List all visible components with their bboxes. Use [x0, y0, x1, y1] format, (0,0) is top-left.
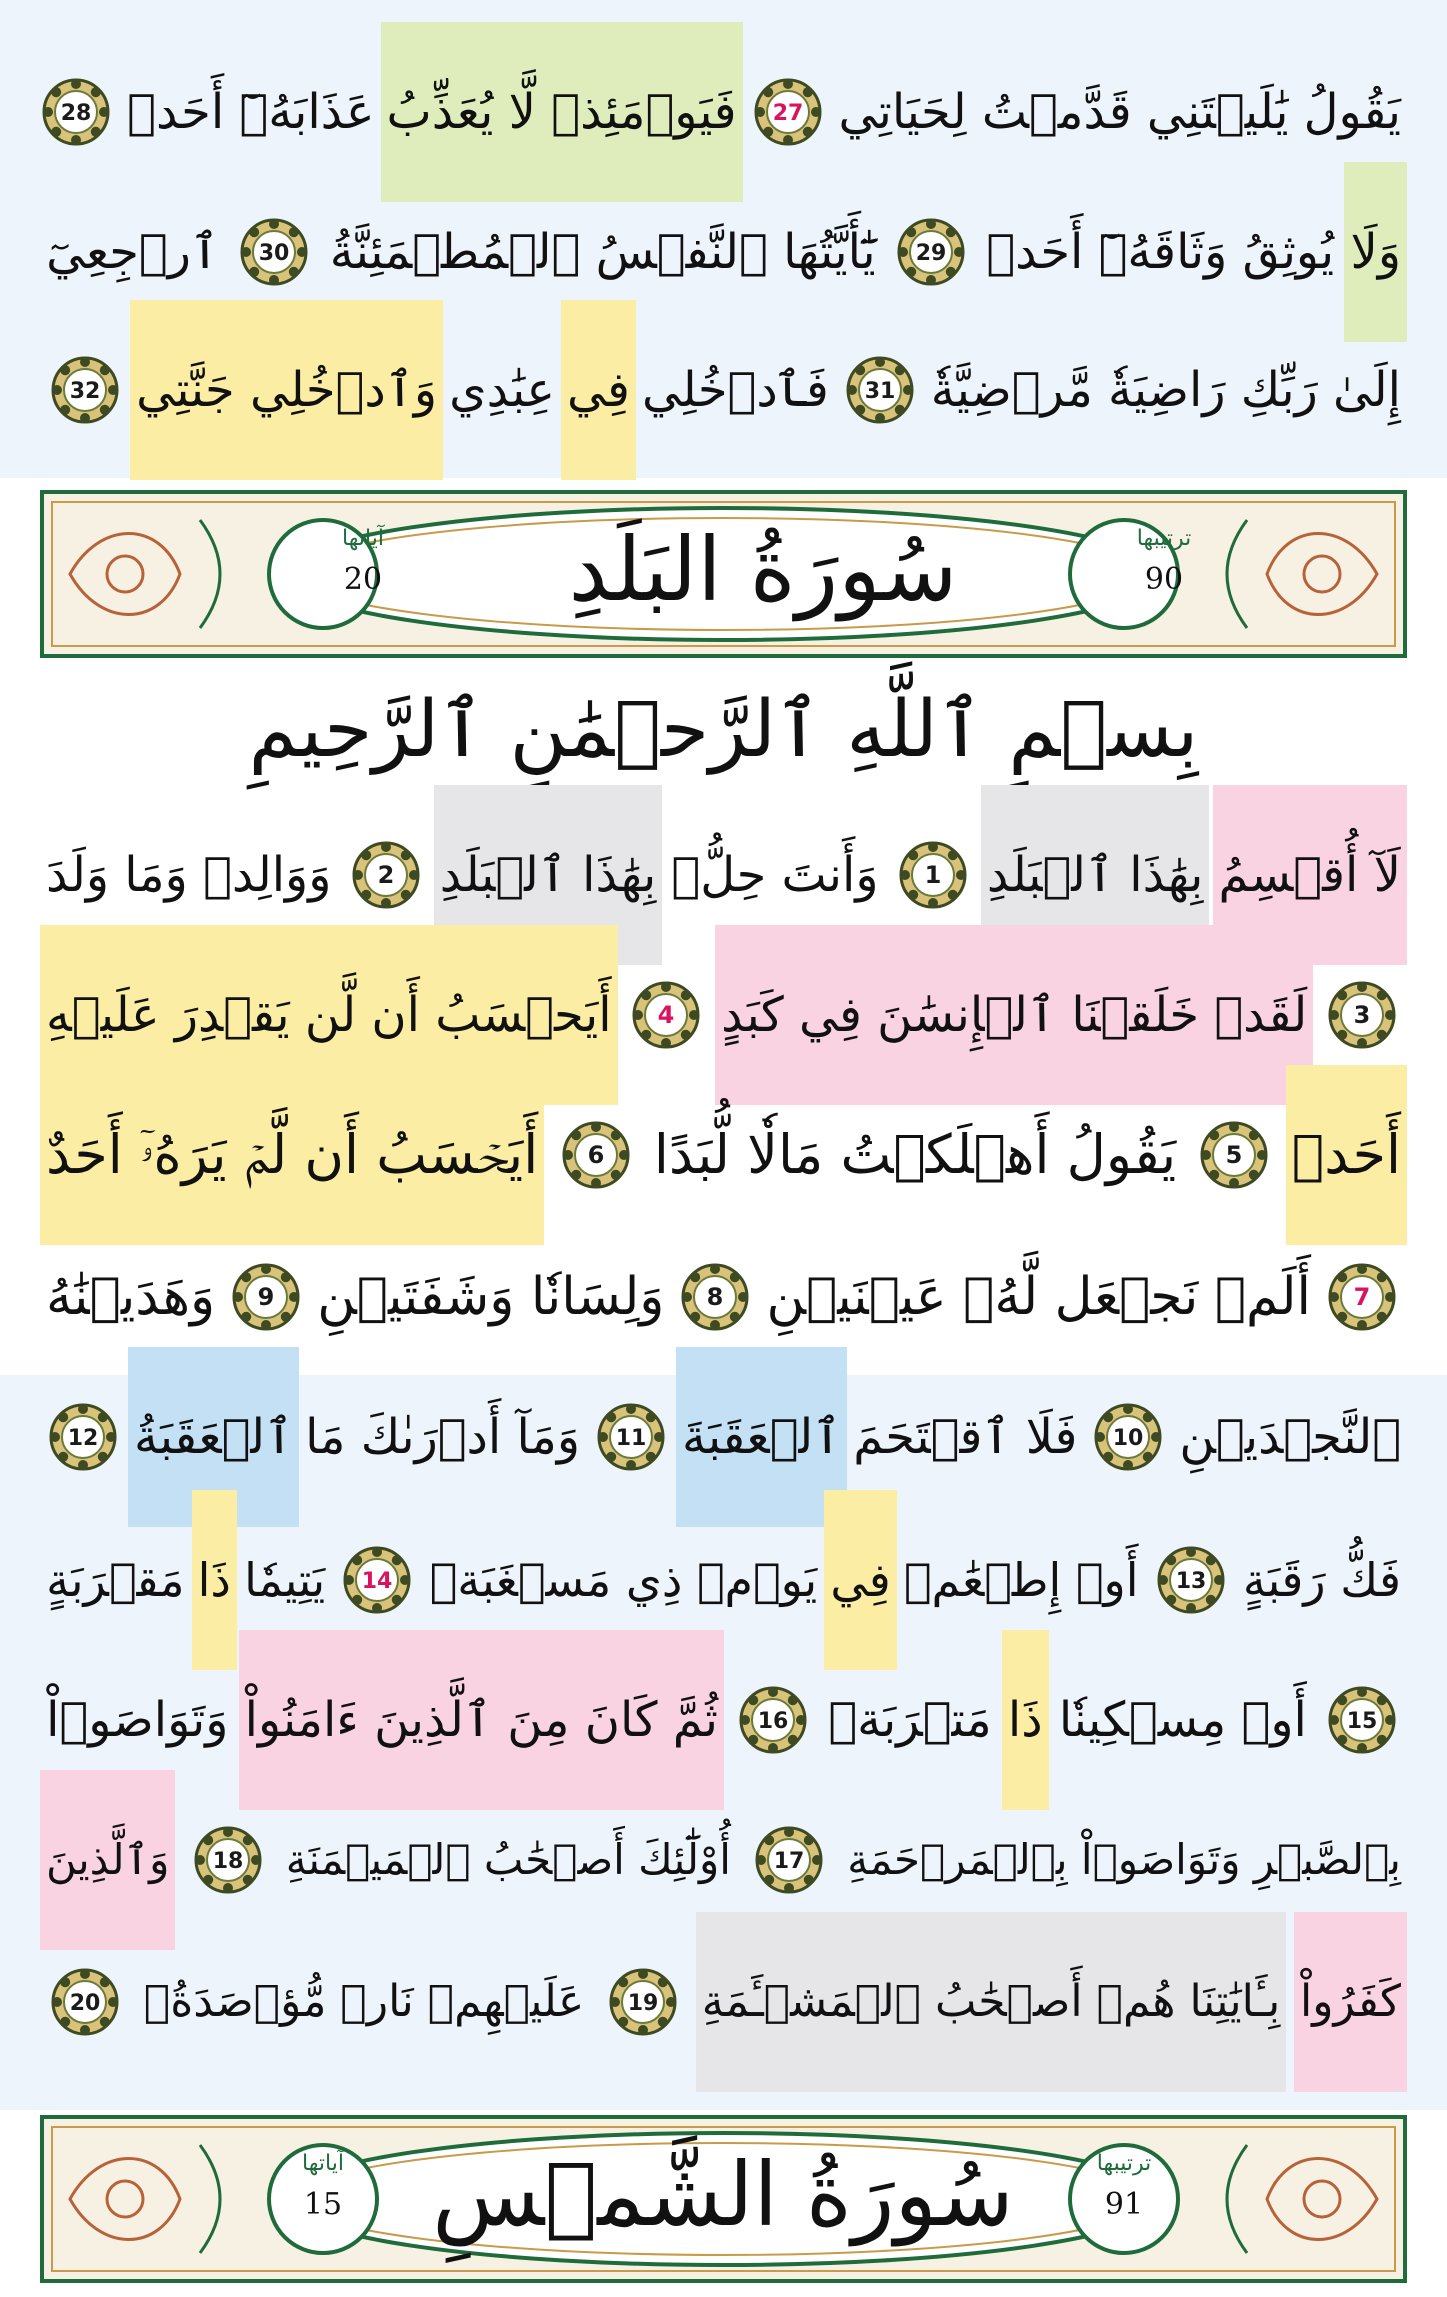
ayah-rosette-icon — [754, 1825, 824, 1895]
ayah-number: 5 — [1225, 1141, 1243, 1169]
ayah-rosette-icon — [50, 355, 120, 425]
ayah-text: وَمَآ أَدۡرَىٰكَ مَا — [305, 1409, 581, 1465]
ayah-number-marker — [561, 1120, 631, 1190]
surah-ayat-label: آياتها — [302, 2151, 344, 2176]
ayah-number-marker — [898, 840, 968, 910]
ayah-text: أَحَدٞ — [1291, 1123, 1401, 1186]
ayah-number-marker — [1093, 1402, 1163, 1472]
ayah-rosette-icon — [631, 980, 701, 1050]
surah-ayat-count: 15 — [303, 2187, 343, 2222]
ayah-number: 30 — [259, 241, 290, 266]
surah-ayat-count: 20 — [343, 562, 383, 597]
ayah-number-marker — [41, 77, 111, 147]
ayah-number: 31 — [864, 379, 896, 404]
ayah-text: أَوۡ مِسۡكِينٗا — [1058, 1692, 1307, 1748]
ayah-rosette-icon — [738, 1685, 808, 1755]
ayah-number: 12 — [67, 1426, 99, 1451]
ayah-number: 15 — [1346, 1709, 1378, 1734]
ayah-text: فِي — [566, 362, 630, 418]
ayah-number-marker — [738, 1685, 808, 1755]
ayah-number-marker — [239, 217, 309, 287]
ayah-text: يَقُولُ أَهۡلَكۡتُ مَالٗا لُّبَدًا — [653, 1123, 1177, 1186]
ayah-number-marker — [680, 1262, 750, 1332]
surah-banner — [40, 490, 1407, 658]
ayah-rosette-icon — [608, 1967, 678, 2037]
ayah-number: 2 — [377, 861, 394, 889]
surah-name: سُورَةُ البَلَدِ — [568, 518, 958, 621]
ayah-number: 29 — [915, 241, 947, 266]
ayah-number: 10 — [1113, 1426, 1144, 1451]
ayah-rosette-icon — [898, 840, 968, 910]
ayah-number: 1 — [924, 861, 942, 889]
ayah-rosette-icon — [1327, 1262, 1397, 1332]
ayah-text: ذَا — [1007, 1692, 1043, 1748]
ayah-rosette-icon — [1093, 1402, 1163, 1472]
ayah-text: أَيَحۡسَبُ أَن لَّن يَقۡدِرَ عَلَيۡهِ — [46, 987, 612, 1043]
ayah-text: يَٰٓأَيَّتُهَا ٱلنَّفۡسُ ٱلۡمُطۡمَئِنَّةُ — [329, 224, 876, 280]
ayah-text: فَٱدۡخُلِي — [641, 362, 829, 418]
ayah-rosette-icon — [845, 355, 915, 425]
ayah-rosette-icon — [561, 1120, 631, 1190]
ayah-number-marker — [1327, 980, 1397, 1050]
ayah-rosette-icon — [193, 1825, 263, 1895]
ayah-number: 28 — [60, 101, 92, 126]
ayah-text: لَقَدۡ خَلَقۡنَا ٱلۡإِنسَٰنَ فِي كَبَدٍ — [721, 987, 1308, 1043]
ayah-text: وَوَالِدٖ وَمَا وَلَدَ — [46, 847, 332, 903]
ayah-text: لَآ أُقۡسِمُ — [1218, 847, 1401, 903]
ayah-number-marker — [845, 355, 915, 425]
ayah-rosette-icon — [50, 1967, 120, 2037]
ayah-number: 4 — [658, 1001, 675, 1029]
ayah-number-marker — [48, 1402, 118, 1472]
ayah-rosette-icon — [1327, 980, 1397, 1050]
highlighted-text-segment — [561, 300, 636, 480]
ayah-number: 11 — [615, 1426, 647, 1451]
ayah-text: وَٱلَّذِينَ — [46, 1835, 170, 1884]
ayah-number: 27 — [772, 101, 803, 126]
ayah-text: يَقُولُ يَٰلَيۡتَنِي قَدَّمۡتُ لِحَيَاتِي — [838, 84, 1401, 140]
text-segment — [925, 300, 1407, 480]
ayah-text: عَذَابَهُۥٓ أَحَدٞ — [127, 84, 375, 140]
ayah-number-marker — [231, 1262, 301, 1332]
surah-order-label: ترتيبها — [1136, 526, 1192, 551]
ayah-rosette-icon — [231, 1262, 301, 1332]
surah-order-number: 91 — [1104, 2187, 1144, 2222]
ayah-rosette-icon — [239, 217, 309, 287]
ayah-text: عَلَيۡهِمۡ نَارٞ مُّؤۡصَدَةُۢ — [143, 1976, 585, 2027]
ayah-number-marker — [896, 217, 966, 287]
ayah-text: إِلَىٰ رَبِّكِ رَاضِيَةٗ مَّرۡضِيَّةٗ — [930, 362, 1401, 418]
ayah-number: 18 — [212, 1849, 243, 1874]
ayah-text: وَتَوَاصَوۡاْ — [46, 1692, 229, 1748]
ayah-number: 14 — [362, 1569, 393, 1594]
ayah-text: ٱلۡعَقَبَةُ — [133, 1409, 294, 1465]
ayah-rosette-icon — [351, 840, 421, 910]
ayah-number: 19 — [627, 1991, 659, 2016]
ayah-rosette-icon — [1156, 1545, 1226, 1615]
ayah-number: 32 — [69, 379, 101, 404]
basmala: بِسۡمِ ٱللَّهِ ٱلرَّحۡمَٰنِ ٱلرَّحِيمِ — [248, 685, 1199, 775]
ayah-rosette-icon — [896, 217, 966, 287]
ayah-rosette-icon — [680, 1262, 750, 1332]
ayah-text: وَٱدۡخُلِي جَنَّتِي — [136, 362, 438, 418]
ayah-text: مَقۡرَبَةٍ — [46, 1553, 185, 1607]
ayah-rosette-icon — [48, 1402, 118, 1472]
ayah-number-marker — [351, 840, 421, 910]
ayah-text: يَتِيمٗا — [244, 1553, 326, 1607]
text-segment — [138, 1912, 590, 2092]
ayah-number: 17 — [773, 1849, 805, 1874]
surah-order-number: 90 — [1144, 562, 1184, 597]
surah-order-label: ترتيبها — [1096, 2151, 1152, 2176]
text-segment — [636, 300, 835, 480]
ayah-number: 3 — [1353, 1001, 1371, 1029]
ayah-number-marker — [1156, 1545, 1226, 1615]
ayah-text: فِي — [830, 1553, 891, 1607]
ayah-number-marker — [631, 980, 701, 1050]
ayah-rosette-icon — [753, 77, 823, 147]
ayah-number-marker — [50, 355, 120, 425]
ayah-number: 8 — [707, 1283, 724, 1311]
ayah-text: ٱلۡعَقَبَةَ — [682, 1409, 842, 1465]
ayah-rosette-icon — [342, 1545, 412, 1615]
ayah-text: أُوْلَٰٓئِكَ أَصۡحَٰبُ ٱلۡمَيۡمَنَةِ — [285, 1835, 731, 1884]
ayah-number: 20 — [69, 1991, 101, 2016]
text-segment — [443, 300, 561, 480]
ayah-number: 7 — [1353, 1283, 1371, 1311]
ayah-text: أَيَحۡسَبُ أَن لَّمۡ يَرَهُۥٓ أَحَدٌ — [46, 1123, 539, 1186]
ayah-text: ذَا — [197, 1553, 231, 1607]
ayah-number-marker — [342, 1545, 412, 1615]
ayah-text: عِبَٰدِي — [449, 362, 555, 418]
ayah-text: فَيَوۡمَئِذٖ لَّا يُعَذِّبُ — [386, 84, 737, 140]
ayah-number-marker — [596, 1402, 666, 1472]
ayah-number: 6 — [587, 1141, 605, 1169]
surah-banner — [40, 2115, 1407, 2283]
ayah-text: ٱرۡجِعِيٓ — [46, 224, 220, 280]
ayah-text: أَلَمۡ نَجۡعَل لَّهُۥ عَيۡنَيۡنِ — [766, 1267, 1311, 1327]
ayah-line — [40, 1912, 1407, 2092]
ayah-text: أَوۡ إِطۡعَٰمٞ — [903, 1553, 1139, 1607]
ayah-text: بِـَٔايَٰتِنَا هُمۡ أَصۡحَٰبُ ٱلۡمَشۡـَٔمَةِ — [701, 1976, 1281, 2027]
ayah-text: وَلِسَانٗا وَشَفَتَيۡنِ — [317, 1267, 665, 1327]
ayah-text: بِهَٰذَا ٱلۡبَلَدِ — [986, 847, 1204, 903]
ayah-text: وَأَنتَ حِلُّۢ — [671, 847, 879, 903]
ayah-line — [40, 300, 1407, 480]
ayah-text: مَتۡرَبَةٖ — [828, 1692, 992, 1748]
ayah-number-marker — [193, 1825, 263, 1895]
ayah-text: ثُمَّ كَانَ مِنَ ٱلَّذِينَ ءَامَنُواْ — [244, 1692, 719, 1748]
ayah-rosette-icon — [41, 77, 111, 147]
ayah-rosette-icon — [1327, 1685, 1397, 1755]
ayah-text: يُوثِقُ وَثَاقَهُۥٓ أَحَدٞ — [986, 224, 1335, 280]
ayah-text: وَلَا — [1350, 224, 1401, 280]
ayah-text: فَلَا ٱقۡتَحَمَ — [853, 1409, 1078, 1465]
ayah-text: وَهَدَيۡنَٰهُ — [46, 1267, 216, 1327]
highlighted-text-segment — [130, 300, 443, 480]
ayah-number-marker — [608, 1967, 678, 2037]
highlighted-text-segment — [696, 1912, 1286, 2092]
ayah-number-marker — [50, 1967, 120, 2037]
ayah-number-marker — [753, 77, 823, 147]
ayah-text: ٱلنَّجۡدَيۡنِ — [1179, 1409, 1401, 1465]
ayah-rosette-icon — [596, 1402, 666, 1472]
surah-name: سُورَةُ الشَّمۡسِ — [432, 2143, 1014, 2246]
ayah-number: 16 — [757, 1709, 789, 1734]
ayah-text: فَكُّ رَقَبَةٍ — [1242, 1553, 1401, 1607]
ayah-text: يَوۡمٖ ذِي مَسۡغَبَةٖ — [429, 1553, 818, 1607]
highlighted-text-segment — [1294, 1912, 1407, 2092]
ayah-text: بِهَٰذَا ٱلۡبَلَدِ — [439, 847, 657, 903]
ayah-number-marker — [1199, 1120, 1269, 1190]
ayah-number: 13 — [1175, 1569, 1207, 1594]
ayah-number: 9 — [257, 1283, 275, 1311]
ayah-number-marker — [1327, 1685, 1397, 1755]
ayah-number-marker — [1327, 1262, 1397, 1332]
ayah-text: بِٱلصَّبۡرِ وَتَوَاصَوۡاْ بِٱلۡمَرۡحَمَةِ — [847, 1835, 1401, 1884]
ayah-text: كَفَرُواْ — [1300, 1976, 1401, 2027]
surah-ayat-label: آياتها — [342, 526, 384, 551]
ayah-rosette-icon — [1199, 1120, 1269, 1190]
ayah-number-marker — [754, 1825, 824, 1895]
